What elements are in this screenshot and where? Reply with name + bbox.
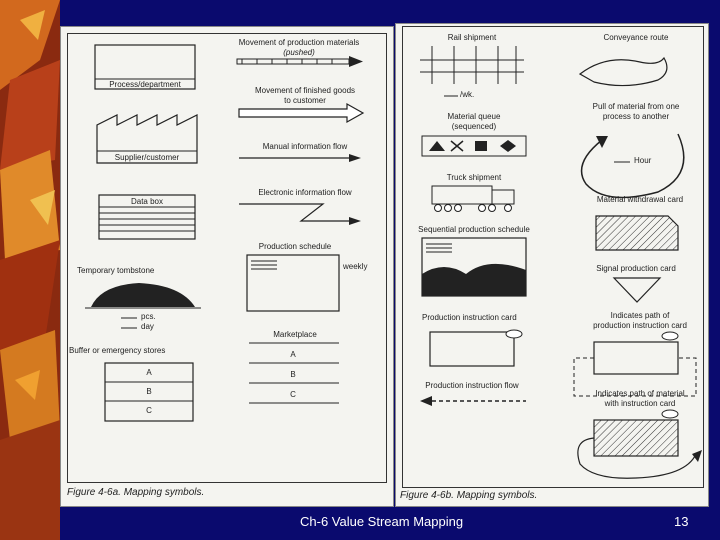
buffer-row-b: B bbox=[146, 387, 152, 396]
per-wk-label: /wk. bbox=[460, 90, 475, 99]
material-path-symbol bbox=[578, 389, 702, 478]
instruction-card-label: Production instruction card bbox=[422, 313, 517, 322]
signal-card-symbol bbox=[596, 264, 676, 302]
movement-pushed-label-1: Movement of production materials bbox=[238, 38, 360, 47]
electronic-info-flow-label: Electronic information flow bbox=[258, 188, 352, 197]
withdrawal-card-symbol bbox=[596, 195, 683, 250]
pcs-label: pcs. bbox=[141, 312, 156, 321]
sequential-schedule-symbol bbox=[418, 225, 530, 296]
instruction-flow-symbol bbox=[420, 381, 526, 406]
instruction-flow-label: Production instruction flow bbox=[425, 381, 519, 390]
process-department-label: Process/department bbox=[109, 80, 181, 89]
manual-info-flow-symbol bbox=[239, 142, 361, 162]
conveyance-route-label: Conveyance route bbox=[603, 33, 669, 42]
figure-4-6a-panel bbox=[60, 26, 394, 507]
process-department-symbol bbox=[95, 45, 195, 89]
pull-arrow-symbol bbox=[582, 102, 684, 197]
hour-label: Hour bbox=[634, 156, 652, 165]
figure-a-symbols bbox=[61, 27, 393, 506]
shipment-arrow-symbol bbox=[239, 86, 363, 122]
rail-shipment-label: Rail shipment bbox=[447, 33, 497, 42]
truck-shipment-label: Truck shipment bbox=[446, 173, 502, 182]
instruction-path-label-2: production instruction card bbox=[593, 321, 687, 330]
slide-footer-title: Ch-6 Value Stream Mapping bbox=[300, 514, 464, 529]
weekly-label: weekly bbox=[343, 262, 368, 271]
data-box-symbol bbox=[99, 195, 195, 239]
movement-pushed-label-2: (pushed) bbox=[283, 48, 315, 57]
conveyance-route-symbol bbox=[580, 33, 669, 86]
figure-b-caption: Figure 4-6b. Mapping symbols. bbox=[400, 490, 538, 501]
marketplace-row-b: B bbox=[290, 370, 296, 379]
finished-goods-label-2: to customer bbox=[284, 96, 326, 105]
push-arrow-symbol bbox=[237, 38, 363, 67]
buffer-stores-symbol bbox=[69, 346, 193, 421]
figure-b-symbols bbox=[396, 24, 708, 506]
buffer-row-a: A bbox=[146, 368, 152, 377]
buffer-stores-label: Buffer or emergency stores bbox=[69, 346, 166, 355]
data-box-label: Data box bbox=[130, 197, 164, 206]
temporary-tombstone-label: Temporary tombstone bbox=[77, 266, 155, 275]
tombstone-symbol bbox=[77, 266, 201, 331]
marketplace-row-c: C bbox=[290, 390, 296, 399]
supplier-customer-symbol bbox=[97, 115, 197, 163]
figure-4-6b-panel bbox=[395, 23, 709, 507]
rail-shipment-symbol bbox=[420, 33, 524, 99]
instruction-path-symbol bbox=[574, 311, 696, 396]
pull-material-label-1: Pull of material from one bbox=[592, 102, 680, 111]
marketplace-symbol bbox=[249, 330, 339, 403]
marketplace-label: Marketplace bbox=[273, 330, 317, 339]
signal-card-label: Signal production card bbox=[596, 264, 676, 273]
finished-goods-label-1: Movement of finished goods bbox=[254, 86, 356, 95]
material-queue-label-1: Material queue bbox=[447, 112, 501, 121]
electronic-info-flow-symbol bbox=[239, 188, 361, 225]
truck-shipment-symbol bbox=[432, 173, 514, 212]
material-path-label-2: with instruction card bbox=[604, 399, 676, 408]
sequential-schedule-label: Sequential production schedule bbox=[418, 225, 530, 234]
figure-a-caption: Figure 4-6a. Mapping symbols. bbox=[67, 487, 205, 498]
withdrawal-card-label: Material withdrawal card bbox=[596, 195, 684, 204]
pull-material-label-2: process to another bbox=[602, 112, 670, 121]
material-queue-label-2: (sequenced) bbox=[451, 122, 497, 131]
buffer-row-c: C bbox=[146, 406, 152, 415]
material-queue-symbol bbox=[422, 112, 526, 156]
instruction-path-label-1: Indicates path of bbox=[610, 311, 670, 320]
marketplace-row-a: A bbox=[290, 350, 296, 359]
decorative-texture bbox=[0, 0, 60, 540]
production-schedule-label: Production schedule bbox=[258, 242, 332, 251]
production-schedule-symbol bbox=[247, 242, 367, 311]
instruction-card-symbol bbox=[422, 313, 522, 366]
day-label: day bbox=[141, 322, 154, 331]
slide-page-number: 13 bbox=[674, 514, 689, 529]
material-path-label-1: Indicates path of material bbox=[595, 389, 685, 398]
supplier-customer-label: Supplier/customer bbox=[114, 153, 180, 162]
manual-info-flow-label: Manual information flow bbox=[262, 142, 348, 151]
